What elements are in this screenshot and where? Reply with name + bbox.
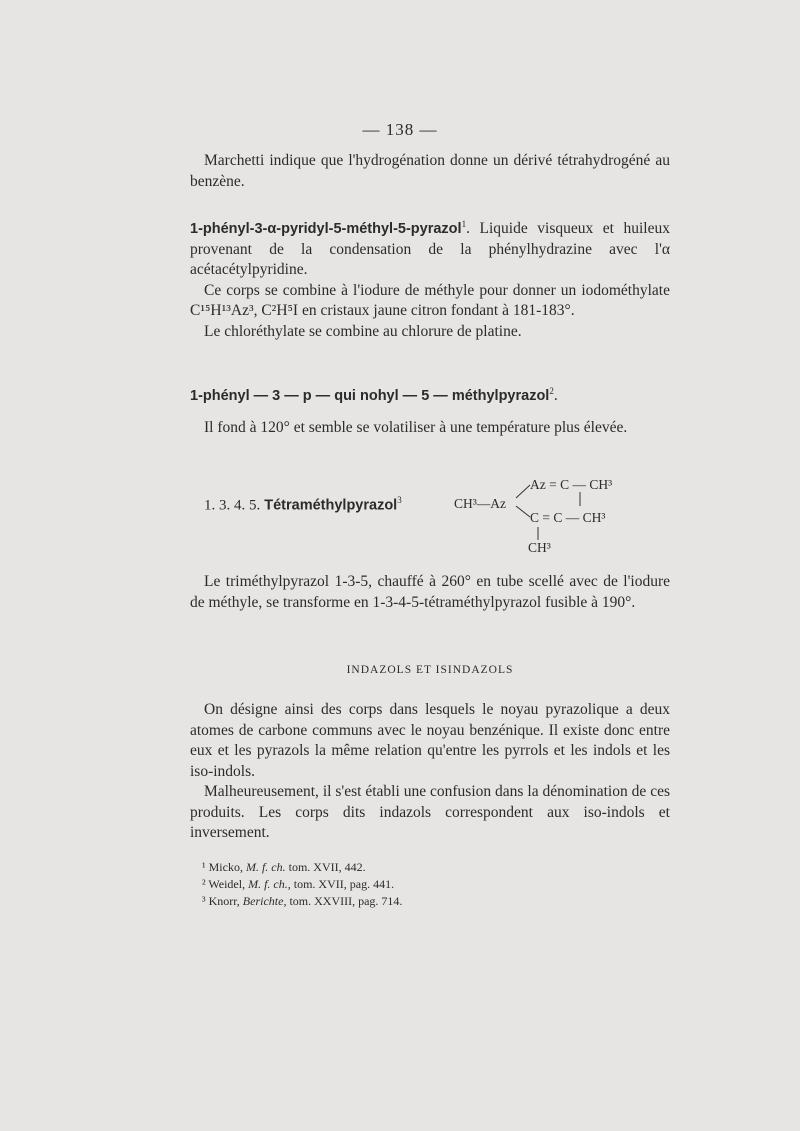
section-para-2: Malheureusement, il s'est établi une confusion dans la dénomination de ces produits. Les corps dits indazols correspondent aux iso-indols et inversement. [190, 783, 670, 841]
entry-phenyl-pyridyl-para1 [190, 214, 670, 281]
footnotes [202, 859, 402, 910]
footnote-mark: ¹ [202, 860, 206, 874]
formula-top-group: Az = C — CH³ [530, 477, 613, 492]
formula-left-group: CH³—Az [454, 496, 507, 511]
footnote-journal: M. f. ch. [245, 860, 286, 874]
formula-middle-group: C = C — CH³ [530, 510, 606, 525]
footnote-author: Micko, [208, 860, 246, 874]
formula-bonds [0, 470, 800, 560]
intro-paragraph [190, 151, 670, 192]
page-number: — 138 — [362, 120, 438, 139]
footnote-author: Weidel, [208, 877, 249, 891]
footnote-journal: Berichte, [242, 894, 287, 908]
entry-phenyl-pyridyl-para3: Le chloréthylate se combine au chlorure de platine. [204, 322, 522, 340]
entry-phenyl-pyridyl-para2: Ce corps se combine à l'iodure de méthyle pour donner un iodométhylate C¹⁵H¹³Az³, C²H⁵I en cristaux jaune citron fondant à 181-183°. [190, 281, 670, 320]
entry-phenyl-quinolyl-heading: 1-phényl — 3 — p — qui nohyl — 5 — méthylpyrazol$^2$. [190, 386, 558, 405]
compound-title: 1-phényl-3-α-pyridyl-5-méthyl-5-pyrazol [190, 221, 462, 238]
locant-numbers: 1. 3. 4. 5. [204, 497, 261, 514]
compound-title: Tétraméthylpyrazol [264, 497, 398, 514]
footnote-ref: 3 [397, 495, 402, 505]
entry-phenyl-quinolyl-text: Il fond à 120° et semble se volatiliser à une température plus élevée. [204, 418, 628, 436]
footnote-author: Knorr, [208, 894, 243, 908]
section-para-1: On désigne ainsi des corps dans lesquels le noyau pyrazolique a deux atomes de carbone communs avec le noyau benzénique. Il existe donc entre eux et les pyrazols la même relation qu'entre les pyrrols et les indols et les iso-indols. [190, 701, 670, 780]
compound-title: 1-phényl — 3 — p — qui nohyl — 5 — méthylpyrazol [190, 388, 550, 405]
footnote-2 [202, 876, 402, 893]
tetramethyl-paragraph [190, 572, 670, 613]
footnote-mark: ³ [202, 894, 206, 908]
footnote-ref: 1 [461, 219, 467, 229]
footnote-ref: 2 [549, 386, 554, 396]
footnote-mark: ² [202, 877, 206, 891]
entry-phenyl-quinolyl [190, 381, 670, 438]
footnote-3 [202, 893, 402, 910]
compound-description: . Liquide visqueux et huileux provenant de la condensation de la phénylhydrazine avec l'α acétacétylpyridine. [190, 220, 670, 279]
footnote-reference: tom. XXVIII, pag. 714. [286, 894, 403, 908]
section-body [190, 700, 670, 844]
entry-phenyl-pyridyl [190, 214, 670, 342]
tetramethyl-text: Le triméthylpyrazol 1-3-5, chauffé à 260° en tube scellé avec de l'iodure de méthyle, se transforme en 1-3-4-5-tétraméthylpyrazol fusible à 190°. [190, 573, 670, 611]
footnote-reference: tom. XVII, pag. 441. [290, 877, 395, 891]
footnote-1 [202, 859, 402, 876]
structural-formula [0, 470, 800, 560]
formula-bottom-group: CH³ [528, 540, 551, 555]
footnote-reference: tom. XVII, 442. [285, 860, 366, 874]
intro-text: Marchetti indique que l'hydrogénation donne un dérivé tétrahydrogéné au benzène. [190, 152, 670, 190]
footnote-journal: M. f. ch., [248, 877, 291, 891]
section-heading: INDAZOLS ET ISINDAZOLS [346, 664, 514, 676]
